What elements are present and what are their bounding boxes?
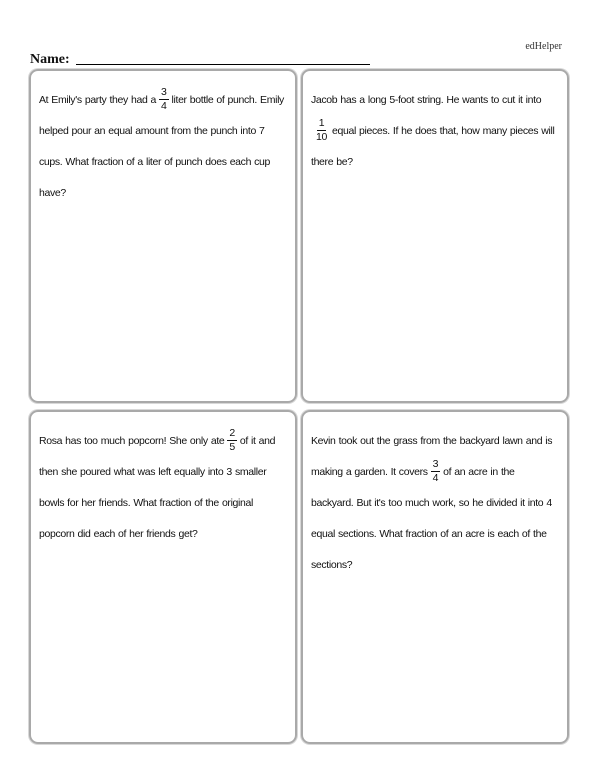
- fraction-numerator: 3: [432, 457, 439, 470]
- problem-card-3: [29, 410, 297, 744]
- fraction: [431, 459, 441, 484]
- fraction-denominator: 5: [229, 440, 235, 453]
- fraction-numerator: 2: [229, 426, 235, 439]
- problem-card-4: [301, 410, 569, 744]
- problem-text-3: [39, 426, 285, 550]
- problem-text-before: Kevin took out the grass from the backyard lawn and is making a garden. It covers: [311, 435, 553, 478]
- fraction: [314, 118, 329, 143]
- fraction: [159, 87, 169, 112]
- problem-text-before: Rosa has too much popcorn! She only ate: [39, 435, 225, 447]
- problem-text-after: liter bottle of punch. Emily helped pour an equal amount from the punch into 7 cups. What fraction of a liter of punch does each cup have?: [39, 94, 284, 199]
- fraction-denominator: 4: [161, 99, 167, 112]
- fraction-numerator: 3: [161, 85, 167, 98]
- fraction-numerator: 1: [318, 116, 325, 129]
- problem-text-before: Jacob has a long 5-foot string. He wants to cut it into: [311, 94, 542, 106]
- problem-text-2: [311, 85, 557, 178]
- fraction: [227, 428, 237, 453]
- problem-text-after: equal pieces. If he does that, how many pieces will there be?: [311, 125, 555, 168]
- fraction-denominator: 4: [432, 471, 439, 484]
- name-label: Name:: [30, 52, 70, 67]
- problem-text-1: [39, 85, 285, 209]
- problem-card-2: [301, 69, 569, 403]
- problem-text-before: At Emily's party they had a: [39, 94, 157, 106]
- fraction-denominator: 10: [316, 130, 327, 143]
- problem-text-4: [311, 426, 557, 581]
- name-line[interactable]: [76, 64, 370, 65]
- problem-card-1: [29, 69, 297, 403]
- problem-text-after: of an acre in the backyard. But it's too much work, so he divided it into 4 equal sections. What fraction of an acre is each of the sections?: [311, 466, 552, 571]
- brand-label: edHelper: [525, 41, 562, 52]
- problem-text-after: of it and then she poured what was left equally into 3 smaller bowls for her friends. What fraction of the original popcorn did each of her friends get?: [39, 435, 276, 540]
